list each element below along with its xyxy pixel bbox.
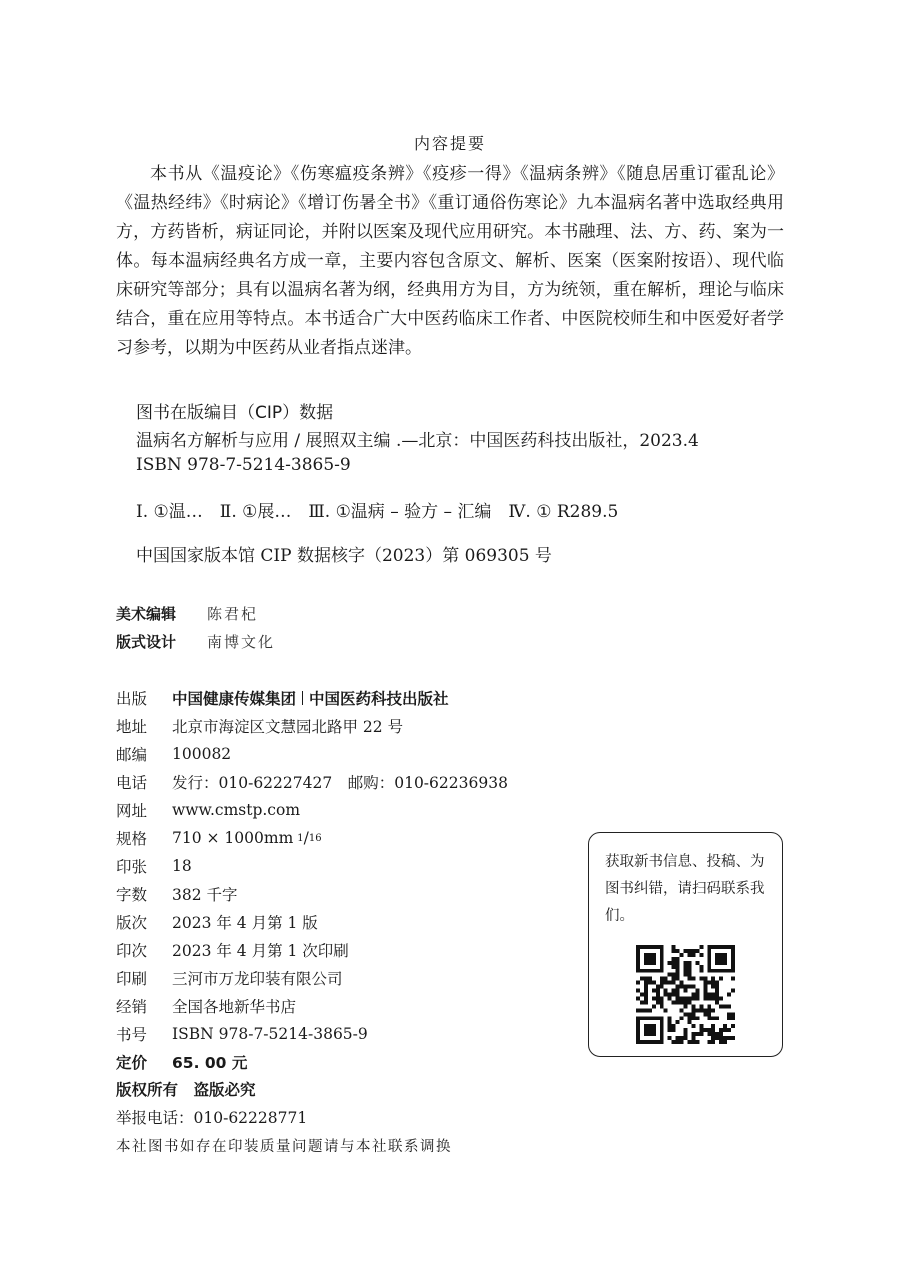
sheets-row — [116, 852, 192, 880]
layout-design-label: 版式设计 — [116, 633, 177, 651]
website-value: www.cmstp.com — [172, 801, 301, 819]
edition-label: 版次 — [116, 914, 148, 932]
address-row — [116, 712, 403, 740]
format-row — [116, 824, 322, 852]
format-slash: / — [303, 829, 309, 847]
distributor-row — [116, 992, 296, 1020]
book-number-row — [116, 1020, 368, 1048]
publisher-group: 中国健康传媒集团 — [172, 690, 297, 708]
format-value: 710 × 1000mm — [172, 829, 294, 847]
website-label: 网址 — [116, 802, 148, 820]
publisher-separator — [302, 691, 303, 705]
publisher-name: 中国医药科技出版社 — [309, 690, 449, 708]
art-editor-name: 陈君杞 — [207, 605, 259, 623]
qr-caption: 获取新书信息、投稿、为图书纠错，请扫码联系我们。 — [605, 854, 765, 924]
copyright-notice: 版权所有 盗版必究 — [116, 1081, 256, 1099]
format-numerator: 1 — [297, 832, 304, 844]
cip-classification: Ⅰ. ①温… Ⅱ. ①展… Ⅲ. ①温病 – 验方 – 汇编 Ⅳ. ① R289.5 — [136, 502, 619, 522]
book-number-value: ISBN 978-7-5214-3865-9 — [172, 1025, 368, 1043]
qr-code-icon[interactable] — [636, 945, 735, 1044]
format-denominator: 16 — [308, 832, 322, 844]
qr-contact-box — [588, 832, 783, 1057]
edition-value: 2023 年 4 月第 1 版 — [172, 914, 318, 932]
words-label: 字数 — [116, 886, 148, 904]
summary-title: 内容提要 — [413, 134, 486, 153]
printer-label: 印刷 — [116, 970, 148, 988]
address-value: 北京市海淀区文慧园北路甲 22 号 — [172, 718, 404, 736]
cip-heading: 图书在版编目（CIP）数据 — [136, 403, 334, 423]
address-label: 地址 — [116, 718, 148, 736]
edition-row — [116, 908, 318, 936]
price-row — [116, 1048, 247, 1076]
report-phone: 举报电话：010-62228771 — [116, 1109, 308, 1127]
phone-value: 发行：010-62227427 邮购：010-62236938 — [172, 774, 508, 792]
postcode-value: 100082 — [172, 745, 232, 763]
cip-title-line: 温病名方解析与应用 / 展照双主编 .—北京：中国医药科技出版社，2023.4 — [136, 431, 699, 451]
words-row — [116, 880, 238, 908]
words-value: 382 千字 — [172, 886, 238, 904]
cip-isbn-line: ISBN 978-7-5214-3865-9 — [136, 455, 351, 475]
book-number-label: 书号 — [116, 1026, 148, 1044]
format-label: 规格 — [116, 830, 148, 848]
postcode-label: 邮编 — [116, 746, 148, 764]
publisher-row — [116, 684, 449, 712]
art-editor-label: 美术编辑 — [116, 605, 177, 623]
cip-note: 中国国家版本馆 CIP 数据核字（2023）第 069305 号 — [136, 546, 552, 566]
printing-row — [116, 936, 349, 964]
distributor-value: 全国各地新华书店 — [172, 998, 297, 1016]
website-row — [116, 796, 300, 824]
price-label: 定价 — [116, 1054, 148, 1072]
printing-label: 印次 — [116, 942, 148, 960]
printer-value: 三河市万龙印装有限公司 — [172, 970, 343, 988]
phone-row — [116, 768, 508, 796]
layout-design-name: 南博文化 — [207, 633, 276, 651]
distributor-label: 经销 — [116, 998, 148, 1016]
sheets-value: 18 — [172, 857, 192, 875]
summary-body: 本书从《温疫论》《伤寒瘟疫条辨》《疫疹一得》《温病条辨》《随息居重订霍乱论》《温热经纬》《时病论》《增订伤暑全书》《重订通俗伤寒论》九本温病名著中选取经典用方，方药皆析，病证同论，并附以医案及现代应用研究。本书融理、法、方、药、案为一体。每本温病经典名方成一章，主要内容包含原文、解析、医案（医案附按语）、现代临床研究等部分；具有以温病名著为纲，经典用方为目，方为统领，重在解析，理论与临床结合，重在应用等特点。本书适合广大中医药临床工作者、中医院校师生和中医爱好者学习参考，以期为中医药从业者指点迷津。 — [116, 164, 784, 358]
phone-label: 电话 — [116, 774, 148, 792]
price-value: 65. 00 元 — [172, 1054, 248, 1072]
publisher-label: 出版 — [116, 690, 148, 708]
quality-note: 本社图书如存在印装质量问题请与本社联系调换 — [116, 1139, 452, 1155]
postcode-row — [116, 740, 231, 768]
sheets-label: 印张 — [116, 858, 148, 876]
printing-value: 2023 年 4 月第 1 次印刷 — [172, 942, 349, 960]
printer-row — [116, 964, 343, 992]
